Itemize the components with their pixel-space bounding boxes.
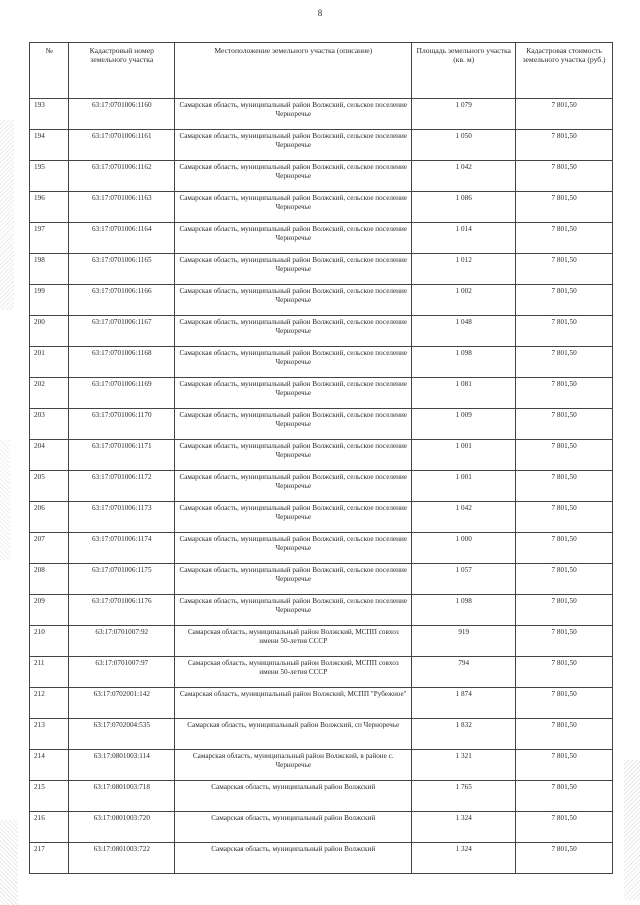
plot-area: 1 321 — [412, 750, 516, 781]
cadastral-number: 63:17:0701006:1168 — [69, 347, 175, 378]
row-number: 210 — [30, 626, 69, 657]
cadastral-cost: 7 801,50 — [516, 316, 613, 347]
plot-area: 1 048 — [412, 316, 516, 347]
cadastral-cost: 7 801,50 — [516, 657, 613, 688]
location-description: Самарская область, муниципальный район Волжский, сельское поселение Черноречье — [175, 99, 412, 130]
table-row — [30, 378, 613, 409]
scan-artifact — [0, 120, 14, 310]
location-description: Самарская область, муниципальный район Волжский, сельское поселение Черноречье — [175, 595, 412, 626]
cadastral-number: 63:17:0801003:720 — [69, 812, 175, 843]
plot-area: 1 765 — [412, 781, 516, 812]
cadastral-cost: 7 801,50 — [516, 223, 613, 254]
cadastral-number: 63:17:0701006:1173 — [69, 502, 175, 533]
table-row — [30, 347, 613, 378]
table-row — [30, 316, 613, 347]
row-number: 195 — [30, 161, 69, 192]
row-number: 199 — [30, 285, 69, 316]
row-number: 217 — [30, 843, 69, 874]
cadastral-cost: 7 801,50 — [516, 502, 613, 533]
table-row — [30, 161, 613, 192]
cadastral-cost: 7 801,50 — [516, 347, 613, 378]
cadastral-cost: 7 801,50 — [516, 285, 613, 316]
cadastral-cost: 7 801,50 — [516, 471, 613, 502]
row-number: 208 — [30, 564, 69, 595]
table-row — [30, 657, 613, 688]
plot-area: 1 012 — [412, 254, 516, 285]
header-cadastral-number: Кадастровый номер земельного участка — [69, 43, 175, 99]
table-row — [30, 192, 613, 223]
row-number: 197 — [30, 223, 69, 254]
scan-artifact — [0, 440, 10, 560]
cadastral-cost: 7 801,50 — [516, 130, 613, 161]
cadastral-number: 63:17:0701007:97 — [69, 657, 175, 688]
cadastral-number: 63:17:0701006:1162 — [69, 161, 175, 192]
row-number: 194 — [30, 130, 69, 161]
cadastral-cost: 7 801,50 — [516, 781, 613, 812]
scan-artifact — [624, 760, 640, 900]
location-description: Самарская область, муниципальный район Волжский, сельское поселение Черноречье — [175, 471, 412, 502]
table-row — [30, 812, 613, 843]
plot-area: 1 050 — [412, 130, 516, 161]
plot-area: 1 098 — [412, 347, 516, 378]
cadastral-cost: 7 801,50 — [516, 688, 613, 719]
cadastral-number: 63:17:0701006:1172 — [69, 471, 175, 502]
location-description: Самарская область, муниципальный район Волжский — [175, 843, 412, 874]
row-number: 203 — [30, 409, 69, 440]
plot-area: 1 014 — [412, 223, 516, 254]
header-cadastral-cost: Кадастровая стоимость земельного участка (руб.) — [516, 43, 613, 99]
location-description: Самарская область, муниципальный район Волжский, МСПП совхоз имени 50-летия СССР — [175, 626, 412, 657]
cadastral-number: 63:17:0701006:1175 — [69, 564, 175, 595]
cadastral-number: 63:17:0701006:1169 — [69, 378, 175, 409]
land-plots-table — [29, 42, 613, 874]
cadastral-cost: 7 801,50 — [516, 409, 613, 440]
cadastral-number: 63:17:0701006:1161 — [69, 130, 175, 161]
plot-area: 1 009 — [412, 409, 516, 440]
plot-area: 1 002 — [412, 285, 516, 316]
cadastral-cost: 7 801,50 — [516, 750, 613, 781]
cadastral-number: 63:17:0701006:1176 — [69, 595, 175, 626]
cadastral-cost: 7 801,50 — [516, 254, 613, 285]
location-description: Самарская область, муниципальный район Волжский, сельское поселение Черноречье — [175, 254, 412, 285]
table-row — [30, 130, 613, 161]
cadastral-number: 63:17:0801003:718 — [69, 781, 175, 812]
cadastral-cost: 7 801,50 — [516, 440, 613, 471]
table-row — [30, 750, 613, 781]
table-row — [30, 843, 613, 874]
cadastral-number: 63:17:0701006:1164 — [69, 223, 175, 254]
plot-area: 1 042 — [412, 161, 516, 192]
row-number: 215 — [30, 781, 69, 812]
row-number: 202 — [30, 378, 69, 409]
table-header-row — [30, 43, 613, 99]
plot-area: 794 — [412, 657, 516, 688]
cadastral-cost: 7 801,50 — [516, 378, 613, 409]
table-row — [30, 626, 613, 657]
plot-area: 1 042 — [412, 502, 516, 533]
location-description: Самарская область, муниципальный район Волжский, сельское поселение Черноречье — [175, 440, 412, 471]
location-description: Самарская область, муниципальный район Волжский, сельское поселение Черноречье — [175, 564, 412, 595]
plot-area: 1 086 — [412, 192, 516, 223]
location-description: Самарская область, муниципальный район Волжский, сельское поселение Черноречье — [175, 347, 412, 378]
table-row — [30, 409, 613, 440]
plot-area: 1 874 — [412, 688, 516, 719]
cadastral-number: 63:17:0701006:1165 — [69, 254, 175, 285]
location-description: Самарская область, муниципальный район Волжский, сельское поселение Черноречье — [175, 316, 412, 347]
header-area: Площадь земельного участка (кв. м) — [412, 43, 516, 99]
location-description: Самарская область, муниципальный район Волжский — [175, 781, 412, 812]
table-row — [30, 285, 613, 316]
cadastral-cost: 7 801,50 — [516, 161, 613, 192]
row-number: 214 — [30, 750, 69, 781]
cadastral-cost: 7 801,50 — [516, 564, 613, 595]
row-number: 207 — [30, 533, 69, 564]
row-number: 200 — [30, 316, 69, 347]
location-description: Самарская область, муниципальный район Волжский, МСПП совхоз имени 50-летия СССР — [175, 657, 412, 688]
location-description: Самарская область, муниципальный район Волжский, сп Черноречье — [175, 719, 412, 750]
row-number: 211 — [30, 657, 69, 688]
row-number: 201 — [30, 347, 69, 378]
row-number: 212 — [30, 688, 69, 719]
header-num: № — [30, 43, 69, 99]
plot-area: 1 001 — [412, 440, 516, 471]
location-description: Самарская область, муниципальный район Волжский, МСПП "Рубежное" — [175, 688, 412, 719]
location-description: Самарская область, муниципальный район Волжский — [175, 812, 412, 843]
cadastral-number: 63:17:0701006:1170 — [69, 409, 175, 440]
cadastral-number: 63:17:0702001:142 — [69, 688, 175, 719]
plot-area: 1 081 — [412, 378, 516, 409]
row-number: 204 — [30, 440, 69, 471]
cadastral-number: 63:17:0701006:1160 — [69, 99, 175, 130]
location-description: Самарская область, муниципальный район Волжский, сельское поселение Черноречье — [175, 378, 412, 409]
location-description: Самарская область, муниципальный район Волжский, сельское поселение Черноречье — [175, 130, 412, 161]
table-row — [30, 564, 613, 595]
plot-area: 919 — [412, 626, 516, 657]
cadastral-cost: 7 801,50 — [516, 533, 613, 564]
table-row — [30, 471, 613, 502]
table-row — [30, 502, 613, 533]
plot-area: 1 057 — [412, 564, 516, 595]
plot-area: 1 079 — [412, 99, 516, 130]
table-row — [30, 595, 613, 626]
header-location: Местоположение земельного участка (описание) — [175, 43, 412, 99]
cadastral-cost: 7 801,50 — [516, 812, 613, 843]
location-description: Самарская область, муниципальный район Волжский, сельское поселение Черноречье — [175, 223, 412, 254]
cadastral-cost: 7 801,50 — [516, 843, 613, 874]
table-row — [30, 781, 613, 812]
plot-area: 1 001 — [412, 471, 516, 502]
row-number: 209 — [30, 595, 69, 626]
cadastral-number: 63:17:0701006:1163 — [69, 192, 175, 223]
location-description: Самарская область, муниципальный район Волжский, в районе с. Черноречье — [175, 750, 412, 781]
page-number: 8 — [317, 8, 323, 18]
cadastral-cost: 7 801,50 — [516, 99, 613, 130]
table-row — [30, 254, 613, 285]
scan-artifact — [0, 820, 18, 905]
row-number: 198 — [30, 254, 69, 285]
plot-area: 1 000 — [412, 533, 516, 564]
cadastral-cost: 7 801,50 — [516, 719, 613, 750]
row-number: 213 — [30, 719, 69, 750]
cadastral-cost: 7 801,50 — [516, 595, 613, 626]
row-number: 206 — [30, 502, 69, 533]
row-number: 193 — [30, 99, 69, 130]
table-row — [30, 440, 613, 471]
cadastral-number: 63:17:0701006:1174 — [69, 533, 175, 564]
row-number: 205 — [30, 471, 69, 502]
table-row — [30, 99, 613, 130]
cadastral-number: 63:17:0801003:114 — [69, 750, 175, 781]
location-description: Самарская область, муниципальный район Волжский, сельское поселение Черноречье — [175, 502, 412, 533]
cadastral-number: 63:17:0701006:1167 — [69, 316, 175, 347]
table-row — [30, 719, 613, 750]
plot-area: 1 324 — [412, 843, 516, 874]
cadastral-number: 63:17:0701007:92 — [69, 626, 175, 657]
cadastral-number: 63:17:0801003:722 — [69, 843, 175, 874]
row-number: 196 — [30, 192, 69, 223]
row-number: 216 — [30, 812, 69, 843]
table-row — [30, 533, 613, 564]
cadastral-number: 63:17:0702004:535 — [69, 719, 175, 750]
plot-area: 1 098 — [412, 595, 516, 626]
location-description: Самарская область, муниципальный район Волжский, сельское поселение Черноречье — [175, 533, 412, 564]
location-description: Самарская область, муниципальный район Волжский, сельское поселение Черноречье — [175, 285, 412, 316]
plot-area: 1 324 — [412, 812, 516, 843]
cadastral-number: 63:17:0701006:1171 — [69, 440, 175, 471]
cadastral-cost: 7 801,50 — [516, 626, 613, 657]
cadastral-cost: 7 801,50 — [516, 192, 613, 223]
location-description: Самарская область, муниципальный район Волжский, сельское поселение Черноречье — [175, 192, 412, 223]
table-row — [30, 688, 613, 719]
location-description: Самарская область, муниципальный район Волжский, сельское поселение Черноречье — [175, 161, 412, 192]
table-row — [30, 223, 613, 254]
location-description: Самарская область, муниципальный район Волжский, сельское поселение Черноречье — [175, 409, 412, 440]
plot-area: 1 832 — [412, 719, 516, 750]
cadastral-number: 63:17:0701006:1166 — [69, 285, 175, 316]
